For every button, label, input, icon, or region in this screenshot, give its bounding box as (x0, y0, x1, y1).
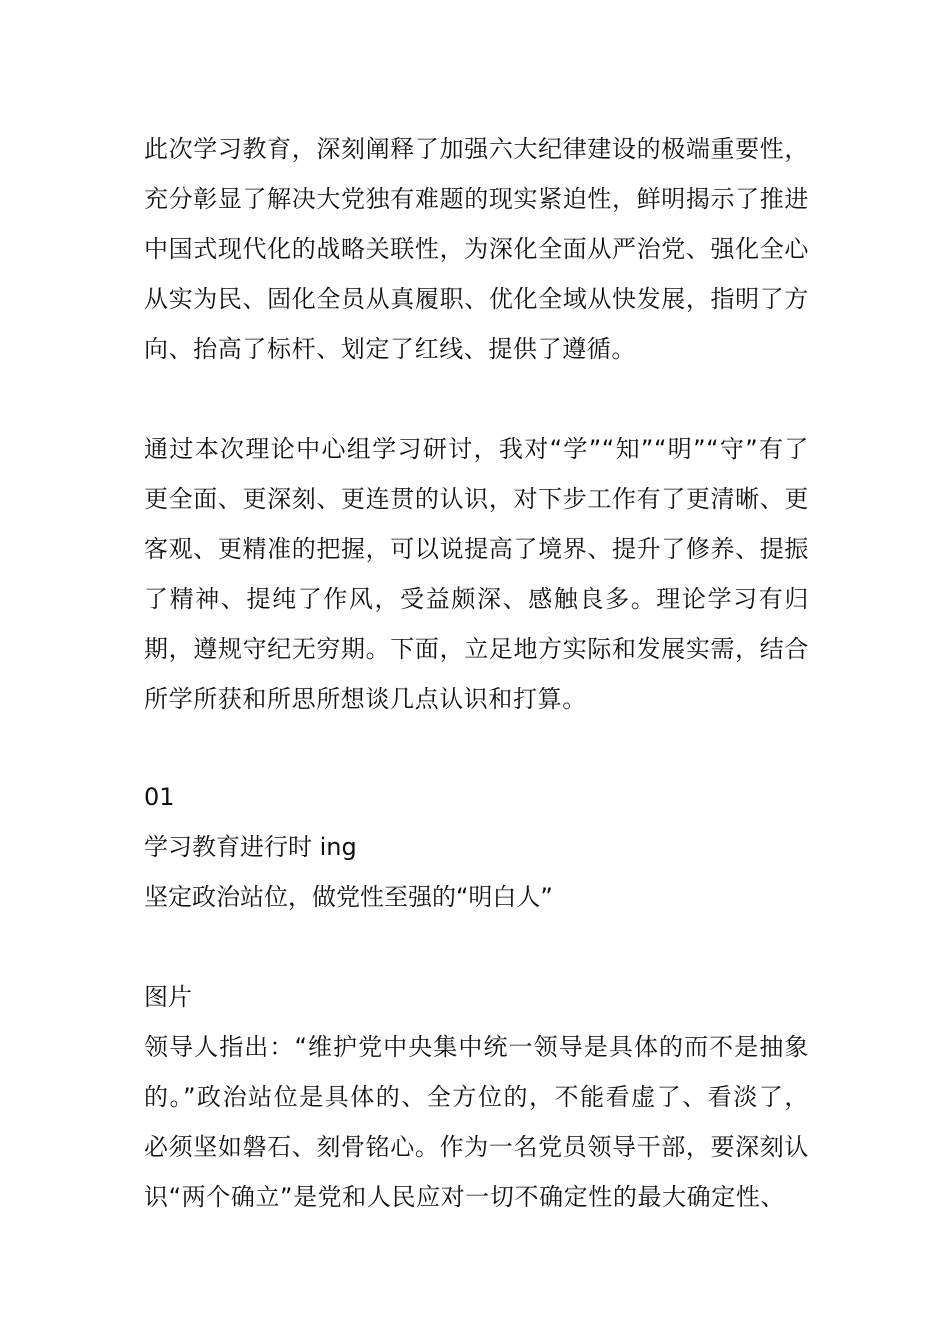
image-placeholder-label: 图片 (144, 983, 192, 1011)
section-number: 01 (144, 783, 175, 811)
document-body (144, 124, 809, 1222)
section-subtitle: 坚定政治站位，做党性至强的“明白人” (144, 883, 553, 911)
section-title: 学习教育进行时 ing (144, 833, 357, 861)
leader-paragraph: 领导人指出：“维护党中央集中统一领导是具体的而不是抽象的。”政治站位是具体的、全方位的，不能看虚了、看淡了，必须坚如磐石、刻骨铭心。作为一名党员领导干部，要深刻认识“两个确立”是党和人民应对一切不确定性的最大确定性、 (144, 1033, 809, 1211)
intro-paragraph: 此次学习教育，深刻阐释了加强六大纪律建设的极端重要性，充分彰显了解决大党独有难题的现实紧迫性，鲜明揭示了推进中国式现代化的战略关联性，为深化全面从严治党、强化全心从实为民、固化全员从真履职、优化全域从快发展，指明了方向、抬高了标杆、划定了红线、提供了遵循。 (144, 135, 809, 363)
study-paragraph: 通过本次理论中心组学习研讨，我对“学”“知”“明”“守”有了更全面、更深刻、更连贯的认识，对下步工作有了更清晰、更客观、更精准的把握，可以说提高了境界、提升了修养、提振了精神、提纯了作风，受益颇深、感触良多。理论学习有归期，遵规守纪无穷期。下面，立足地方实际和发展实需，结合所学所获和所思所想谈几点认识和打算。 (144, 435, 809, 713)
